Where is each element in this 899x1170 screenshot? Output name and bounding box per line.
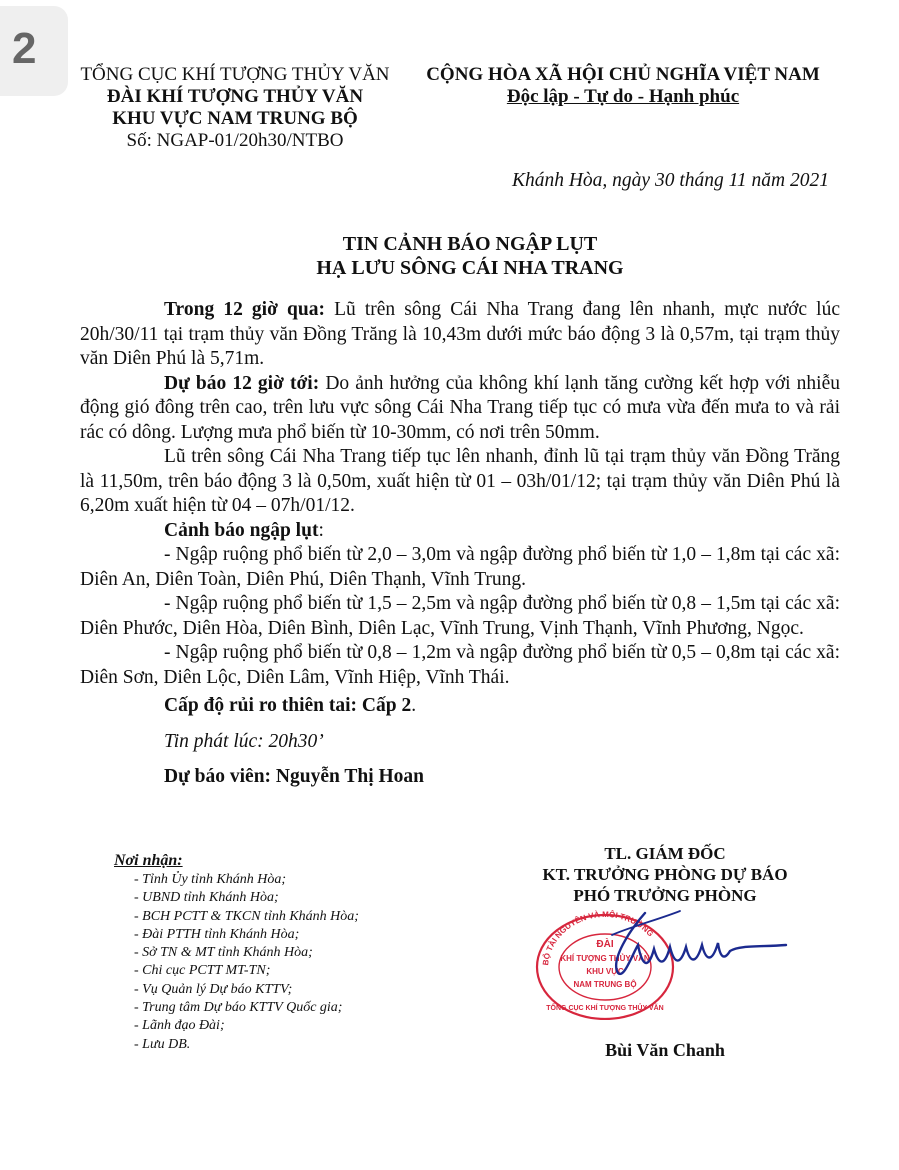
document-title (180, 232, 760, 280)
title-line-1: TIN CẢNH BÁO NGẬP LỤT (342, 233, 598, 255)
paragraph-forecast (80, 372, 840, 446)
header-right (410, 64, 836, 108)
signature-line-3: PHÓ TRƯỞNG PHÒNG (573, 886, 757, 905)
forecast-label: Dự báo 12 giờ tới: (164, 372, 320, 394)
signer-name: Bùi Văn Chanh (605, 1040, 725, 1060)
recipient-item: - Lãnh đạo Đài; (134, 1018, 225, 1034)
national-motto: Độc lập - Tự do - Hạnh phúc (506, 86, 740, 107)
signature-line-2: KT. TRƯỞNG PHÒNG DỰ BÁO (542, 865, 788, 884)
svg-text:NAM TRUNG BỘ: NAM TRUNG BỘ (573, 980, 637, 989)
warning-heading (80, 519, 840, 544)
paragraph-flood: Lũ trên sông Cái Nha Trang tiếp tục lên nhanh, đỉnh lũ tại trạm thủy văn Đồng Trăng là 11,50m, trên báo động 3 là 0,50m, xuất hiện từ 01 – 03h/01/12; tại trạm thủy văn Diên Phú là 6,20m xuất hiện từ 04 – 07h/01/12. (80, 446, 840, 516)
svg-text:TỔNG CỤC KHÍ TƯỢNG THỦY VĂN: TỔNG CỤC KHÍ TƯỢNG THỦY VĂN (546, 1005, 664, 1012)
page-number: 2 (12, 24, 37, 73)
header-agency: TỔNG CỤC KHÍ TƯỢNG THỦY VĂN (80, 64, 390, 85)
recipient-item: - Đài PTTH tỉnh Khánh Hòa; (134, 926, 300, 942)
handwritten-signature-icon (590, 905, 790, 980)
recipient-item: - Lưu DB. (134, 1036, 191, 1052)
recipients-list (114, 851, 359, 1054)
header-station: ĐÀI KHÍ TƯỢNG THỦY VĂN (106, 86, 364, 107)
risk-level (80, 694, 840, 719)
forecaster: Dự báo viên: Nguyễn Thị Hoan (164, 766, 425, 787)
svg-text:BỘ TÀI NGUYÊN VÀ MÔI TRƯỜNG: BỘ TÀI NGUYÊN VÀ MÔI TRƯỜNG (541, 909, 656, 966)
forecast-text: Do ảnh hưởng của không khí lạnh tăng cường kết hợp với nhiễu động gió đông trên cao, trên lưu vực sông Cái Nha Trang tiếp tục có mưa vừa đến mưa to và rải rác có dông. Lượng mưa phổ biến từ 10-30mm, có nơi trên 50mm. (80, 372, 841, 443)
risk-label: Cấp độ rủi ro thiên tai: Cấp 2 (164, 695, 412, 716)
recipient-item: - BCH PCTT & TKCN tỉnh Khánh Hòa; (134, 908, 359, 924)
signature-titles (520, 843, 810, 906)
recipient-item: - Sở TN & MT tỉnh Khánh Hòa; (134, 945, 313, 961)
national-title: CỘNG HÒA XÃ HỘI CHỦ NGHĨA VIỆT NAM (426, 64, 820, 85)
svg-text:KHÍ TƯỢNG THỦY VĂN: KHÍ TƯỢNG THỦY VĂN (560, 954, 650, 963)
doc-number: Số: NGAP-01/20h30/NTBO (126, 130, 344, 151)
title-line-2: HẠ LƯU SÔNG CÁI NHA TRANG (316, 257, 624, 279)
recipient-item: - UBND tỉnh Khánh Hòa; (134, 890, 279, 906)
warning-colon: : (318, 519, 324, 541)
recipient-item: - Trung tâm Dự báo KTTV Quốc gia; (134, 1000, 343, 1016)
paragraph-past (80, 298, 840, 372)
document-body (80, 298, 840, 790)
header-left (72, 64, 398, 152)
recipient-item: - Chi cục PCTT MT-TN; (134, 963, 271, 979)
date-place: Khánh Hòa, ngày 30 tháng 11 năm 2021 (511, 170, 829, 191)
svg-text:KHU VỰC: KHU VỰC (586, 967, 624, 976)
header-region: KHU VỰC NAM TRUNG BỘ (112, 108, 358, 129)
issued-time: Tin phát lúc: 20h30’ (164, 730, 324, 752)
recipients-title: Nơi nhận: (114, 852, 183, 869)
warning-bullet-3: - Ngập ruộng phổ biến từ 0,8 – 1,2m và ngập đường phổ biến từ 0,5 – 0,8m tại các xã: Diên Sơn, Diên Lộc, Diên Lâm, Vĩnh Hiệp, Vĩnh Thái. (80, 642, 840, 688)
recipient-item: - Tỉnh Ủy tỉnh Khánh Hòa; (134, 872, 287, 887)
past-text: Lũ trên sông Cái Nha Trang đang lên nhanh, mực nước lúc 20h/30/11 tại trạm thủy văn Đồng Trăng là 10,43m dưới mức báo động 3 là 0,57m, tại trạm thủy văn Diên Phú là 5,71m. (80, 299, 840, 369)
signature-line-1: TL. GIÁM ĐỐC (604, 844, 726, 863)
past-label: Trong 12 giờ qua: (164, 299, 325, 320)
risk-dot: . (411, 695, 417, 716)
warning-bullet-1: - Ngập ruộng phổ biến từ 2,0 – 3,0m và ngập đường phổ biến từ 1,0 – 1,8m tại các xã: Diên An, Diên Toàn, Diên Phú, Diên Thạnh, Vĩnh Trung. (80, 544, 840, 590)
recipient-item: - Vụ Quản lý Dự báo KTTV; (134, 981, 293, 997)
warning-label: Cảnh báo ngập lụt (164, 519, 319, 541)
svg-text:ĐÀI: ĐÀI (596, 939, 614, 950)
warning-bullet-2: - Ngập ruộng phổ biến từ 1,5 – 2,5m và ngập đường phổ biến từ 0,8 – 1,5m tại các xã: Diên Phước, Diên Hòa, Diên Bình, Diên Lạc, Vĩnh Trung, Vịnh Thạnh, Vĩnh Phương, Ngọc. (80, 593, 840, 639)
page-number-badge (0, 6, 68, 96)
